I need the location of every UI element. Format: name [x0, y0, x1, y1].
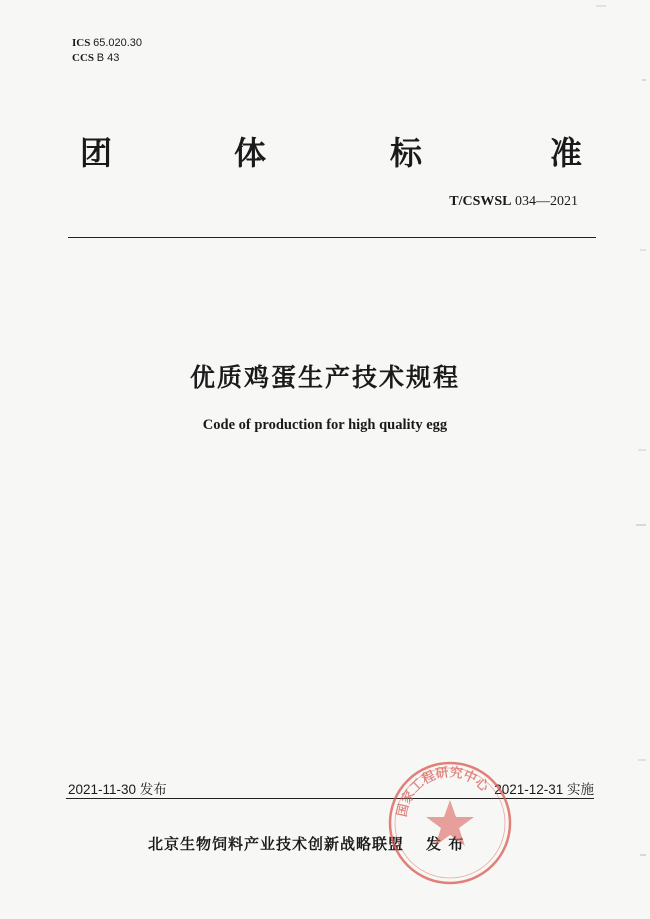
ics-code: ICS 65.020.30 [72, 37, 143, 49]
top-divider [68, 237, 596, 238]
standard-type-char-2: 体 [234, 134, 267, 172]
official-seal-stamp [385, 758, 515, 888]
seal-text: 国家工程研究中心 [394, 765, 492, 819]
classification-codes [72, 36, 142, 66]
document-title-cn: 优质鸡蛋生产技术规程 [189, 363, 460, 392]
implementation-date: 2021-12-31 实施 [494, 782, 594, 797]
standard-type-char-1: 团 [80, 134, 113, 172]
standard-type-char-3: 标 [390, 134, 423, 172]
standard-number: T/CSWSL 034—2021 [449, 194, 578, 209]
seal-star-icon [426, 800, 474, 846]
standard-type-heading [72, 128, 592, 172]
issuer-suffix: 发 布 [426, 835, 465, 853]
standard-type-char-4: 准 [550, 134, 583, 172]
ccs-code: CCS B 43 [72, 52, 120, 64]
issuer-name: 北京生物饲料产业技术创新战略联盟 [148, 835, 405, 853]
document-title-en: Code of production for high quality egg [202, 417, 448, 433]
issue-date: 2021-11-30 发布 [68, 782, 167, 797]
